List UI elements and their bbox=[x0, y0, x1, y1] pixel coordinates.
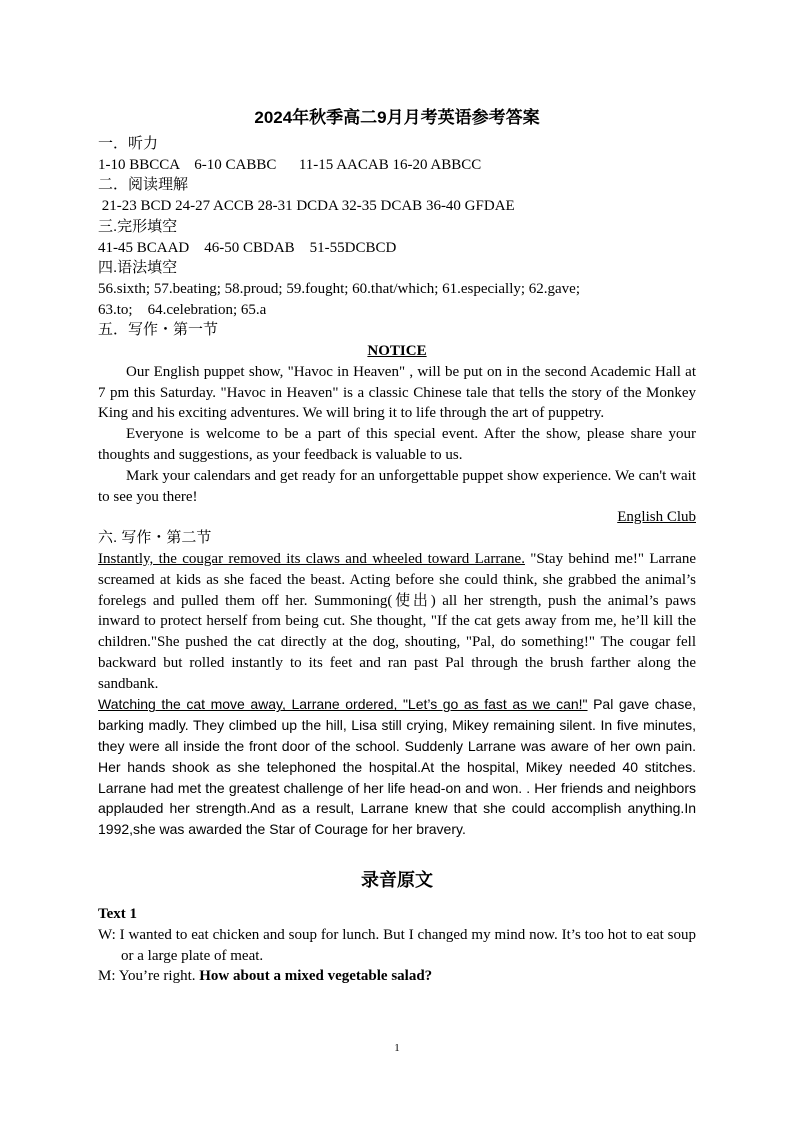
section-heading-grammar: 四.语法填空 bbox=[98, 259, 178, 277]
dialog-line-man bbox=[98, 966, 696, 987]
dialog-line-woman: W: I wanted to eat chicken and soup for lunch. But I changed my mind now. It’s too hot to eat soup or a large plate of meat. bbox=[98, 926, 696, 964]
section-heading-cloze: 三.完形填空 bbox=[98, 217, 178, 235]
section-heading-listening: 一．听力 bbox=[98, 135, 159, 152]
story-paragraph-1-body: "Stay behind me!" Larrane screamed at kids as she faced the beast. Acting before she could think, she grabbed the animal’s forelegs and pulled them off her. Summoning(使出) all her strength, push the animal’s paws inward to protect herself from being cut. She thought, "If the cat gets away from me, he’ll kill the children."She pushed the cat directly at the dog, shouting, "Pal, do something!" The cougar fell backward but rolled instantly to its feet and ran past Pal through the brush farther along the sandbank. bbox=[98, 550, 697, 692]
dialog-man-prefix: M: You’re right. bbox=[98, 968, 200, 985]
notice-paragraph-1: Our English puppet show, "Havoc in Heaven" , will be put on in the second Academic Hall at 7 pm this Saturday. "Havoc in Heaven" is a classic Chinese tale that tells the story of the Monkey King and his exciting adventures. We will bring it to life through the art of puppetry. bbox=[98, 363, 696, 422]
story-paragraph-2 bbox=[98, 694, 696, 840]
dialog-man-bold: How about a mixed vegetable salad? bbox=[199, 968, 433, 985]
story-paragraph-1 bbox=[98, 549, 696, 695]
notice-signature: English Club bbox=[617, 509, 696, 526]
cloze-answers: 41-45 BCAAD 46-50 CBDAB 51-55DCBCD bbox=[98, 239, 397, 256]
transcript-text-label: Text 1 bbox=[98, 906, 138, 923]
document-page bbox=[98, 104, 696, 987]
section-heading-reading: 二．阅读理解 bbox=[98, 176, 189, 194]
section-heading-writing-1: 五．写作・第一节 bbox=[98, 321, 219, 339]
grammar-answers-line1: 56.sixth; 57.beating; 58.proud; 59.fought; 60.that/which; 61.especially; 62.gave; bbox=[98, 280, 581, 297]
notice-paragraph-3: Mark your calendars and get ready for an unforgettable puppet show experience. We can't wait to see you there! bbox=[98, 467, 696, 505]
section-heading-writing-2: 六. 写作・第二节 bbox=[98, 529, 212, 547]
transcript-title: 录音原文 bbox=[361, 870, 433, 891]
notice-title: NOTICE bbox=[367, 343, 427, 360]
story-opening-sentence-2: Watching the cat move away, Larrane ordered, "Let’s go as fast as we can!" bbox=[98, 696, 588, 713]
page-number: 1 bbox=[394, 1042, 400, 1054]
story-opening-sentence-1: Instantly, the cougar removed its claws and wheeled toward Larrane. bbox=[98, 550, 525, 567]
reading-answers: 21-23 BCD 24-27 ACCB 28-31 DCDA 32-35 DCAB 36-40 GFDAE bbox=[98, 198, 515, 215]
grammar-answers-line2: 63.to; 64.celebration; 65.a bbox=[98, 301, 267, 318]
story-paragraph-2-body: Pal gave chase, barking madly. They climbed up the hill, Lisa still crying, Mikey remaining silent. In five minutes, they were all inside the front door of the school. Suddenly Larrane was aware of her own pain. Her hands shook as she telephoned the hospital.At the hospital, Mikey needed 40 stitches. Larrane had met the greatest challenge of her life head-on and won. . Her friends and neighbors applauded her strength.And as a result, Larrane knew that she could accomplish anything.In 1992,she was awarded the Star of Courage for her bravery. bbox=[98, 696, 696, 838]
listening-answers: 1-10 BBCCA 6-10 CABBC 11-15 AACAB 16-20 ABBCC bbox=[98, 156, 482, 173]
page-title: 2024年秋季高二9月月考英语参考答案 bbox=[254, 108, 540, 127]
notice-paragraph-2: Everyone is welcome to be a part of this special event. After the show, please share your thoughts and suggestions, as your feedback is valuable to us. bbox=[98, 426, 696, 464]
